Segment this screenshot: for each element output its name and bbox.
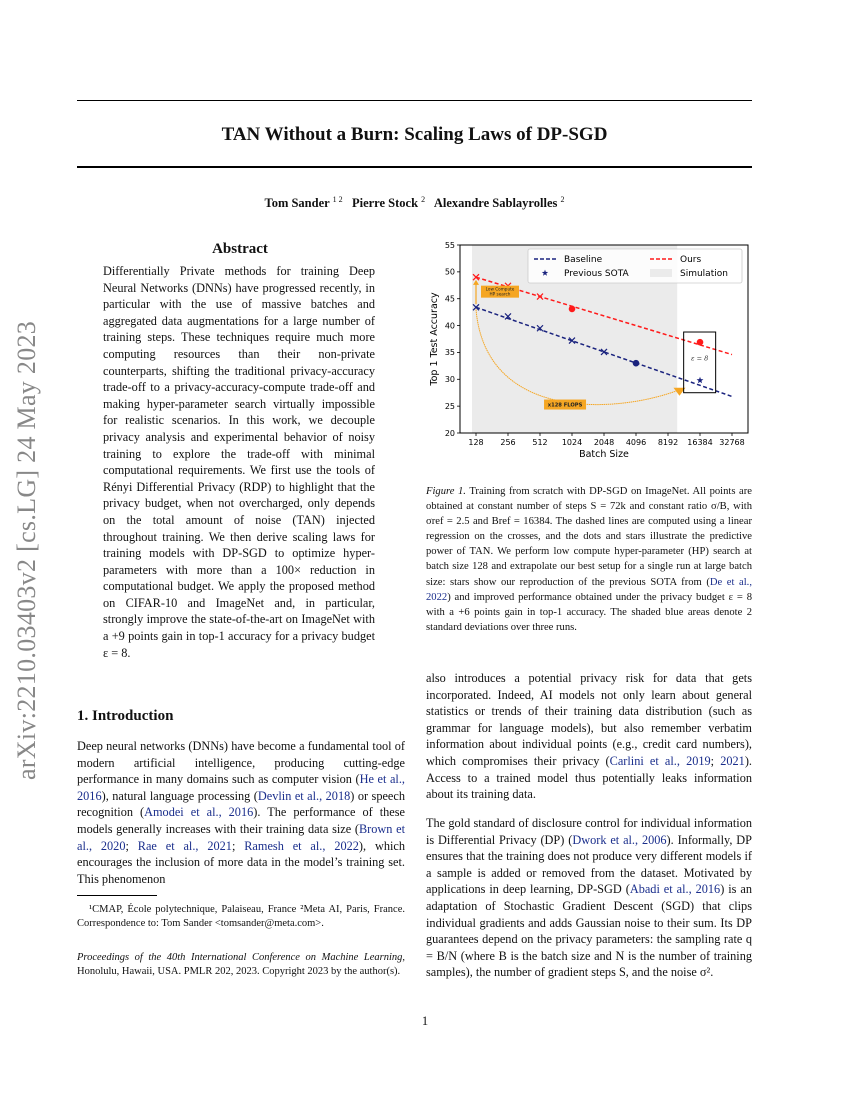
author-affiliation: 2 (560, 195, 565, 204)
arxiv-stamp: arXiv:2210.03403v2 [cs.LG] 24 May 2023 (12, 320, 41, 780)
flops-label: x128 FLOPS (547, 402, 583, 409)
caption-text: ) and improved performance obtained under the privacy budget ε = 8 with a +6 points gain in top-1 accuracy. The shaded blue areas denote 2 standard deviations over three runs. (426, 591, 752, 633)
x-tick-label: 128 (468, 438, 484, 447)
citation-link[interactable]: Carlini et al., 2019 (609, 753, 711, 768)
proceedings-venue: Proceedings of the 40th International Conference on Machine Learning (77, 952, 403, 963)
citation-link[interactable]: De et al., 2022 (426, 576, 752, 603)
y-tick-label: 55 (444, 240, 455, 250)
label-line: HP search (489, 291, 511, 297)
text-run: ) is an adaptation of Stochastic Gradient Descent (SGD) that clips individual gradients and adds Gaussian noise to their sum. Its DP guarantees depend on the privacy parameters: the sampling rate q = B/N (where B is the batch size and N is the number of training samples), the number of gradient steps S, and the noise σ². (426, 882, 752, 980)
x-axis-label: Batch Size (579, 449, 629, 460)
citation-link[interactable]: Amodei et al., 2016 (144, 805, 254, 820)
paper-title: TAN Without a Burn: Scaling Laws of DP-SGD (221, 124, 608, 145)
y-tick-label: 35 (444, 348, 455, 358)
intro-paragraph-3 (426, 815, 752, 981)
caption-text: Training from scratch with DP-SGD on ImageNet. All points are obtained at constant number of steps S = 72k and constant ratio σ/B, with σref = 2.5 and Bref = 16384. The dashed lines are computed using a linear regression on the crosses, and the dots and stars illustrate the predictive power of TAN. We perform low compute hyper-parameter (HP) search at batch size 128 and extrapolate our best setup for a single run at large batch size: stars show our reproduction of the previous SOTA from ( (426, 486, 752, 588)
author-affiliation: 2 (421, 195, 426, 204)
dot-marker (569, 306, 576, 313)
x-tick-label: 1024 (561, 438, 583, 447)
citation-link[interactable]: 2021 (720, 753, 745, 768)
figure-1-chart (420, 235, 760, 465)
y-tick-label: 20 (444, 428, 455, 438)
text-run: ; (710, 753, 721, 768)
abstract-heading: Abstract (212, 241, 268, 257)
author-name: Tom Sander (264, 196, 330, 211)
y-tick-label: 30 (444, 375, 455, 385)
title-bottom-rule (77, 166, 752, 168)
citation-link[interactable]: Abadi et al., 2016 (629, 882, 721, 897)
dot-marker (697, 339, 704, 346)
title-top-rule (77, 100, 752, 101)
text-run: ). Access to a trained model thus potentially leaks information about its training data. (426, 753, 752, 802)
text-run: ), natural language processing ( (101, 788, 258, 803)
x-tick-label: 2048 (593, 438, 615, 447)
author-list (77, 195, 752, 211)
text-run: ; (125, 838, 138, 853)
caption-label: Figure 1. (426, 486, 466, 497)
y-tick-label: 50 (444, 267, 455, 277)
x-tick-label: 8192 (657, 438, 679, 447)
footnote-affiliations: ¹CMAP, École polytechnique, Palaiseau, France ²Meta AI, Paris, France. Correspondence to: Tom Sander <tomsander@meta.com>. (77, 904, 405, 929)
author-affiliation: 1 2 (332, 195, 343, 204)
text-run: ) or speech recognition ( (77, 788, 405, 820)
intro-paragraph-2 (426, 670, 752, 803)
proceedings-details: , Honolulu, Hawaii, USA. PMLR 202, 2023. Copyright 2023 by the author(s). (77, 952, 405, 977)
text-run: ; (231, 838, 245, 853)
intro-paragraph-1 (77, 738, 405, 887)
legend-label: Simulation (680, 269, 728, 280)
legend-label: Previous SOTA (564, 269, 629, 280)
legend-label: Baseline (564, 255, 603, 266)
dot-marker (633, 360, 640, 367)
text-run: also introduces a potential privacy risk for data that gets incorporated. Indeed, AI models not only learn about general statistics or trends of their training data distribution (such as grammar for language models), but also remember verbatim information about individual points (e.g., credit card numbers), which compromises their privacy ( (426, 671, 752, 768)
x-tick-label: 32768 (719, 438, 745, 447)
star-marker (697, 377, 704, 384)
section-heading-introduction: 1. Introduction (77, 708, 174, 724)
y-tick-label: 45 (444, 294, 455, 304)
x-tick-label: 16384 (687, 438, 713, 447)
y-tick-label: 40 (444, 321, 455, 331)
citation-link[interactable]: Ramesh et al., 2022 (244, 838, 359, 853)
y-tick-label: 25 (444, 401, 455, 411)
text-run: ). The performance of these models generally increases with their training data size ( (77, 805, 405, 836)
author-name: Pierre Stock (351, 196, 419, 211)
text-run: Deep neural networks (DNNs) have become a fundamental tool of modern artificial intelligence, producing cutting-edge performance in many domains such as computer vision ( (77, 739, 405, 787)
x-tick-label: 4096 (625, 438, 647, 447)
x-tick-label: 512 (532, 438, 548, 447)
epsilon-label: ε = 8 (691, 354, 709, 363)
label-line: Low Compute (485, 286, 515, 292)
citation-link[interactable]: Devlin et al., 2018 (257, 788, 351, 803)
hp-search-label (486, 287, 515, 297)
citation-link[interactable]: Rae et al., 2021 (137, 838, 232, 853)
author-name: Alexandre Sablayrolles (433, 196, 558, 211)
x-tick-label: 256 (500, 438, 516, 447)
y-axis-label: Top 1 Test Accuracy (429, 292, 440, 386)
citation-link[interactable]: Dwork et al., 2006 (572, 832, 667, 847)
citation-link[interactable]: Brown et al., 2020 (77, 821, 405, 853)
citation-link[interactable]: He et al., 2016 (77, 772, 405, 803)
figure-1-caption (426, 484, 752, 635)
text-run: The gold standard of disclosure control for individual information is Differential Privacy (DP) ( (426, 816, 752, 847)
abstract-body: Differentially Private methods for training Deep Neural Networks (DNNs) have progressed recently, in particular with the use of massive batches and aggregated data augmentations for a large number of training steps. These techniques require much more computing resources than their non-private counterparts, shifting the traditional privacy-accuracy trade-off to a privacy-accuracy-compute trade-off and making hyper-parameter search virtually impossible for realistic scenarios. In this work, we decouple privacy analysis and experimental behavior of noisy training to explore the trade-off with minimal computational requirements. We first use the tools of Rényi Differential Privacy (RDP) to highlight that the privacy budget, when not overcharged, only depends on the total amount of noise (TAN) injected throughout training. We then derive scaling laws for training models with DP-SGD to optimize hyper-parameters with more than a 100× reduction in computational budget. We apply the proposed method on CIFAR-10 and ImageNet and, in particular, strongly improve the state-of-the-art on ImageNet with a +9 points gain in top-1 accuracy for a privacy budget ε = 8. (103, 264, 375, 660)
text-run: ). Informally, DP ensures that the training does not produce very different models if a sample is added or removed from the dataset. Motivated by applications in deep learning, DP-SGD ( (426, 832, 753, 897)
footnote-proceedings (77, 951, 405, 978)
text-run: ), which encourages the inclusion of more data in the model’s training set. This phenomenon (77, 838, 405, 886)
legend-label: Ours (680, 255, 702, 266)
page-number: 1 (421, 1014, 429, 1028)
legend-swatch-area (650, 269, 672, 277)
footnote-rule (77, 895, 157, 896)
